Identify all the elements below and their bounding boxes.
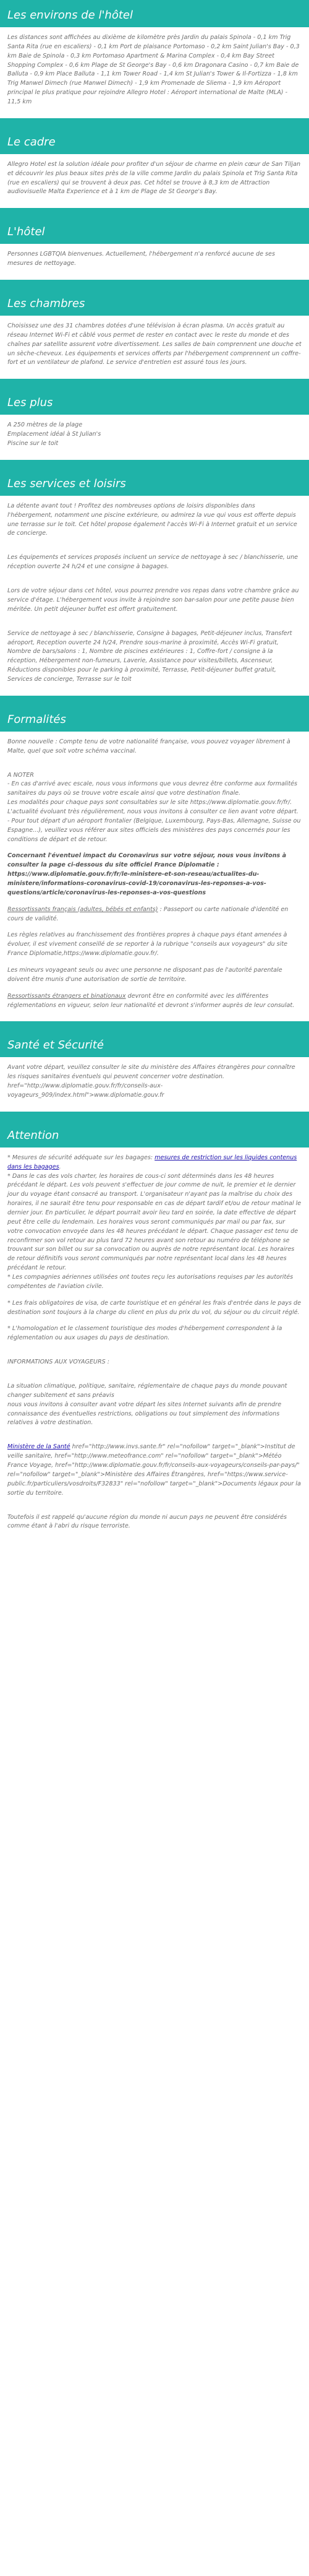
french-nationals-text: : Passeport ou carte nationale d'identité en cours de validité.: [7, 905, 289, 922]
section-chambres: [0, 280, 309, 368]
formalites-note: A NOTER - En cas d'arrivé avec escale, nous vous informons que vous devrez être conforme aux formalités sanitaires du pays où se trouve votre escale ainsi que votre destination finale. Les modalités pour chaque pays sont consultables sur le site https://www.diplomatie.gouv.fr/fr/. L'actualité évoluant très régulièrement, nous vous invitons à consulter ce lien avant votre départ. - Pour tout départ d'un aéroport frontalier (Belgique, Luxembourg, Pays-Bas, Allemagne, Suisse ou Espagne...), veuillez vous référer aux sites officiels des ministères des pays concernés pour les conditions de départ et de retour.: [7, 771, 301, 843]
plus-item: A 250 mètres de la plage: [7, 421, 83, 429]
hotel-text: Personnes LGBTQIA bienvenues. Actuellement, l'hébergement n'a renforcé aucune de ses mesures de nettoyage.: [7, 251, 275, 267]
services-paragraph: La détente avant tout ! Profitez des nombreuses options de loisirs disponibles dans l'hébergement, notamment une piscine extérieure, ou admirez la vue qui vous est offerte depuis une terrasse sur le toit. Cet hôtel propose également l'accès Wi-Fi à Internet gratuit et un service de concierge.: [7, 502, 297, 537]
attention-text: * Mesures de sécurité adéquate sur les bagages:: [7, 1154, 155, 1161]
section-title-services: Les services et loisirs: [0, 460, 309, 496]
section-cadre: [0, 118, 309, 197]
attention-classification: * L'homologation et le classement touristique des modes d'hébergement correspondent à la réglementation ou aux usages du pays de destination.: [7, 1325, 282, 1342]
attention-links: [7, 1443, 302, 1498]
section-formalites: [0, 696, 309, 1011]
services-paragraph: Les équipements et services proposés incluent un service de nettoyage à sec / blanchisserie, une réception ouverte 24 h/24 et une consigne à bagages.: [7, 554, 298, 571]
formalites-borders: Les règles relatives au franchissement des frontières propres à chaque pays étant amenées à évoluer, il est vivement conseillé de se reporter à la rubrique "conseils aux voyageurs" du site France Diplomatie,https://www.diplomatie.gouv.fr/.: [7, 931, 287, 957]
attention-links-text: href="http://www.invs.sante.fr" rel="nofollow" target="_blank">Institut de veille sanitaire, href="http://www.meteofrance.com" rel="nofollow" target="_blank">Météo France Voyage, href="http://www.diplomatie.gouv.fr/fr/conseils-aux-voyageurs/conseils-par-pays/" rel="nofollow" target="_blank">Ministère des Affaires Étrangères, href="https://www.service-public.fr/particuliers/vosdroits/F32833" rel="nofollow" target="_blank">Documents légaux pour la sortie du territoire.: [7, 1443, 301, 1497]
services-paragraph: Lors de votre séjour dans cet hôtel, vous pourrez prendre vos repas dans votre chambre grâce au service d'étage. L'hébergement vous invite à rejoindre son bar-salon pour une petite pause bien méritée. Un petit déjeuner buffet est offert gratuitement.: [7, 587, 299, 613]
french-nationals-label: Ressortissants français (adultes, bébés et enfants): [7, 905, 158, 913]
plus-item: Piscine sur le toit: [7, 440, 59, 447]
section-title-formalites: Formalités: [0, 696, 309, 732]
section-attention: [0, 1112, 309, 1531]
liquids-restriction-link[interactable]: mesures de restriction sur les liquides contenus dans les bagages: [7, 1154, 297, 1170]
section-title-chambres: Les chambres: [0, 280, 309, 316]
attention-terrorism: Toutefois il est rappelé qu'aucune région du monde ni aucun pays ne peuvent être considérés comme étant à l'abri du risque terroriste.: [7, 1513, 287, 1530]
plus-item: Emplacement idéal à St Julian's: [7, 431, 101, 438]
plus-list: [7, 421, 302, 449]
attention-visa: * Les frais obligatoires de visa, de carte touristique et en général les frais d'entrée dans le pays de destination sont toujours à la charge du client en plus du prix du vol, du séjour ou du circuit réglé.: [7, 1299, 302, 1316]
services-list: Service de nettoyage à sec / blanchisserie, Consigne à bagages, Petit-déjeuner inclus, Transfert aéroport, Reception ouverte 24 h/24, Prendre sous-marine à proximité, Accès Wi-Fi gratuit, Nombre de bars/salons : 1, Nombre de piscines extérieures : 1, Coffre-fort / consigne à la réception, Hébergement non-fumeurs, Laverie, Assistance pour visites/billets, Ascenseur, Réductions disponibles pour le parking à proximité, Terrasse, Petit-déjeuner buffet gratuit, Services de concierge, Terrasse sur le toit: [7, 629, 292, 683]
foreign-nationals-text: devront être en conformité avec les différentes réglementations en vigueur, selon leur nationalité et devront s'informer auprès de leur consulat.: [7, 992, 295, 1009]
section-title-cadre: Le cadre: [0, 118, 309, 154]
formalites-french-nationals: [7, 905, 302, 924]
section-title-plus: Les plus: [0, 379, 309, 415]
environs-text: Les distances sont affichées au dixième de kilomètre près Jardin du palais Spinola - 0,1 km Trig Santa Rita (rue en escaliers) - 0,1 km Port de plaisance Portomaso - 0,2 km Saint Julian's Bay - 0,3 km Baie de Spinola - 0,3 km Portomaso Apartment & Marina Complex - 0,4 km Bay Street Shopping Complex - 0,6 km Plage de St George's Bay - 0,6 km Dragonara Casino - 0,7 km Baie de Balluta - 0,9 km Place Balluta - 1,1 km Tower Road - 1,4 km St Julian's Tower & Il-Fortizza - 1,8 km Trig Manwel Dimech (rue Manwel Dimech) - 1,9 km Promenade de Sliema - 1,9 km Aéroport principal le plus pratique pour rejoindre Allegro Hotel : Aéroport international de Malte (MLA) - 11,5 km: [7, 34, 300, 106]
cadre-text: Allegro Hotel est la solution idéale pour profiter d'un séjour de charme en plein cœur de San Tiljan et découvrir les plus beaux sites près de la ville comme Jardin du palais Spinola et Trig Santa Rita (rue en escaliers) qui se trouvent à deux pas. Cet hôtel se trouve à 8,3 km de Attraction audiovisuelle Malta Experience et à 1 km de Plage de St George's Bay.: [7, 160, 301, 196]
formalites-coronavirus: Concernant l'éventuel impact du Coronavirus sur votre séjour, nous vous invitons à consulter la page ci-dessous du site officiel France Diplomatie : https://www.diplomatie.gouv.fr/fr/le-ministere-et-son-reseau/actualites-du-ministere/informations-coronavirus-covid-19/coronavirus-les-reponses-a-vos-questions/article/coronavirus-les-reponses-a-vos-questions: [7, 852, 287, 896]
section-title-attention: Attention: [0, 1112, 309, 1148]
section-title-sante: Santé et Sécurité: [0, 1021, 309, 1057]
foreign-nationals-label: Ressortissants étrangers et binationaux: [7, 992, 126, 1000]
attention-paragraph: [7, 1154, 302, 1292]
section-hotel: [0, 208, 309, 269]
sante-text: Avant votre départ, veuillez consulter le site du ministère des Affaires étrangères pour connaître les risques sanitaires éventuels qui peuvent concerner votre destination. href="http://www.diplomatie.gouv.fr/fr/conseils-aux-voyageurs_909/index.html">www.diplomatie.gouv.fr: [7, 1064, 295, 1099]
chambres-text: Choisissez une des 31 chambres dotées d'une télévision à écran plasma. Un accès gratuit au réseau Internet Wi-Fi et câblé vous permet de rester en contact avec le reste du monde et des chaînes par satellite assurent votre divertissement. Les salles de bain comprennent une douche et un sèche-cheveux. Les équipements et services offerts par l'hébergement comprennent un coffre-fort et un ventilateur de plafond. Le service d'entretien est assuré tous les jours.: [7, 322, 302, 366]
attention-info-text: La situation climatique, politique, sanitaire, réglementaire de chaque pays du monde pouvant changer subitement et sans préavis nous vous invitons à consulter avant votre départ les sites Internet suivants afin de prendre connaissance des éventuelles restrictions, obligations ou tout simplement des informations relatives à votre destination.: [7, 1383, 287, 1427]
formalites-minors: Les mineurs voyageant seuls ou avec une personne ne disposant pas de l'autorité parentale doivent être munis d'une autorisation de sortie de territoire.: [7, 966, 282, 983]
formalites-foreign-nationals: [7, 992, 302, 1011]
attention-text: . * Dans le cas des vols charter, les horaires de cous-ci sont déterminés dans les 48 heures précédant le départ. Les vols peuvent s'effectuer de jour comme de nuit, le premier et le dernier jour du voyage étant consacré au transport. L'organisateur n'ayant pas la maîtrise du choix des horaires, il ne saurait être tenu pour responsable en cas de départ tardif et/ou de retour matinal le dernier jour. En particulier, le départ pourrait avoir lieu tard en soirée, la date effective de départ peut être celle du lendemain. Les horaires vous seront communiqués par mail ou par fax, sur votre convocation envoyée dans les 48 heures précédant le départ. Chaque passager est tenu de reconfirmer son vol retour au plus tard 72 heures avant son retour au numéro de téléphone se trouvant sur son billet ou sur sa convocation ou auprès de notre représentant local. Les horaires de retour définitifs vous seront communiqués par notre représentant local dans les 48 heures précédant le retour. * Les compagnies aériennes utilisées ont toutes reçu les autorisations requises par les autorités compétentes de l'aviation civile.: [7, 1163, 302, 1290]
section-environs: [0, 0, 309, 107]
section-services: [0, 460, 309, 685]
section-sante: [0, 1021, 309, 1100]
health-ministry-link[interactable]: Ministère de la Santé: [7, 1443, 70, 1451]
attention-info-heading: INFORMATIONS AUX VOYAGEURS :: [7, 1359, 109, 1366]
section-plus: [0, 379, 309, 449]
formalites-intro: Bonne nouvelle : Compte tenu de votre nationalité française, vous pouvez voyager librement à Malte, quel que soit votre schéma vaccinal.: [7, 738, 290, 754]
section-title-hotel: L'hôtel: [0, 208, 309, 244]
section-title-environs: Les environs de l'hôtel: [0, 0, 309, 27]
